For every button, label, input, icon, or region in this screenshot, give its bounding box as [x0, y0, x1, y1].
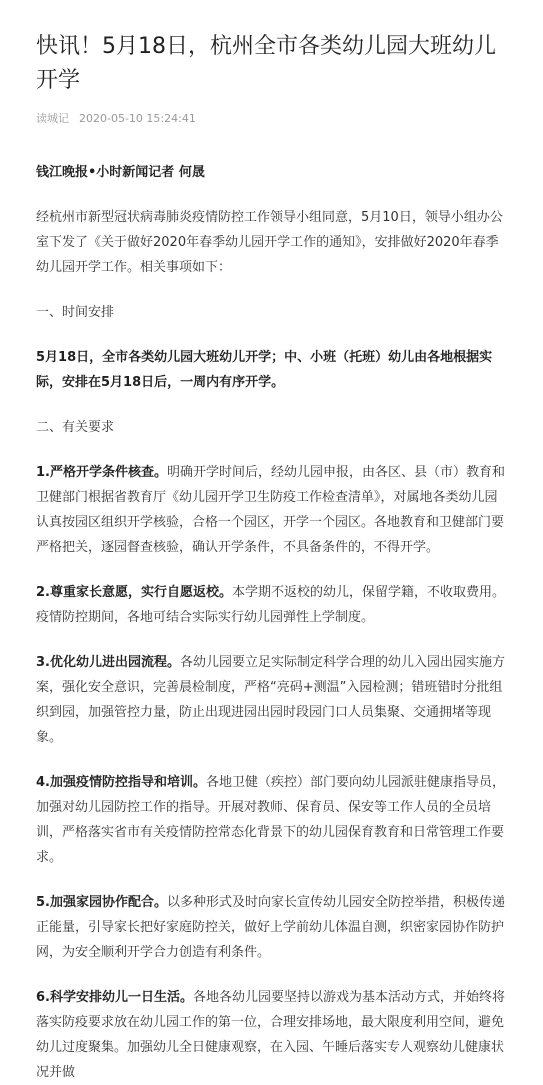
paragraph-lead: 5月18日，全市各类幼儿园大班幼儿开学；中、小班（托班）幼儿由各地根据实际，安排在5月18日后，一周内有序开学。: [36, 350, 493, 390]
article-title: 快讯！5月18日，杭州全市各类幼儿园大班幼儿开学: [36, 34, 496, 93]
paragraph-lead: 1.严格开学条件核查。: [36, 465, 167, 480]
section-heading-requirements: [36, 415, 507, 440]
paragraph-lead: 2.尊重家长意愿，实行自愿返校。: [36, 585, 232, 600]
paragraph-lead: 5.加强家园协作配合。: [36, 895, 167, 910]
article-meta: [36, 110, 507, 126]
paragraph-lead: 4.加强疫情防控指导和培训。: [36, 775, 206, 790]
paragraph-lead: 6.科学安排幼儿一日生活。: [36, 990, 193, 1005]
paragraph-item-3: [36, 650, 507, 750]
article-source[interactable]: 读城记: [36, 112, 69, 125]
paragraph-text: 各幼儿园要立足实际制定科学合理的幼儿入园出园实施方案，强化安全意识，完善晨检制度，严格“亮码+测温”入园检测；错班错时分批组织到园，加强管控力量，防止出现进园出园时段园门口人员集聚、交通拥堵等现象。: [36, 655, 505, 745]
paragraph-text: 各地卫健（疾控）部门要向幼儿园派驻健康指导员，加强对幼儿园防控工作的指导。开展对教师、保育员、保安等工作人员的全员培训，严格落实省市有关疫情防控常态化背景下的幼儿园保育教育和日常管理工作要求。: [36, 775, 505, 865]
article-byline: 钱江晚报•小时新闻记者 何晟: [36, 165, 205, 180]
paragraph-item-6: [36, 985, 507, 1085]
paragraph-item-4: [36, 770, 507, 870]
paragraph-item-5: [36, 890, 507, 965]
paragraph-schedule: [36, 345, 507, 395]
paragraph-text: 本学期不返校的幼儿，保留学籍，不收取费用。疫情防控期间，各地可结合实际实行幼儿园弹性上学制度。: [36, 585, 505, 625]
paragraph-text: 以多种形式及时向家长宣传幼儿园安全防控举措，积极传递正能量，引导家长把好家庭防控关，做好上学前幼儿体温自测，织密家园协作防护网，为安全顺利开学合力创造有利条件。: [36, 895, 505, 960]
paragraph-lead: 3.优化幼儿进出园流程。: [36, 655, 180, 670]
section-heading-schedule: [36, 300, 507, 325]
paragraph-item-1: [36, 460, 507, 560]
paragraph-text: 二、有关要求: [36, 420, 115, 435]
article-time: 2020-05-10 15:24:41: [79, 112, 196, 125]
paragraph-item-2: [36, 580, 507, 630]
paragraph-text: 经杭州市新型冠状病毒肺炎疫情防控工作领导小组同意，5月10日，领导小组办公室下发了《关于做好2020年春季幼儿园开学工作的通知》，安排做好2020年春季幼儿园开学工作。相关事项如下：: [36, 210, 503, 275]
paragraph-text: 明确开学时间后，经幼儿园申报，由各区、县（市）教育和卫健部门根据省教育厅《幼儿园开学卫生防疫工作检查清单》，对属地各类幼儿园认真按园区组织开学核验，合格一个园区，开学一个园区。各地教育和卫健部门要严格把关，逐园督查核验，确认开学条件，不具备条件的，不得开学。: [36, 465, 505, 555]
paragraph-text: 各地各幼儿园要坚持以游戏为基本活动方式，并始终将落实防疫要求放在幼儿园工作的第一位，合理安排场地，最大限度利用空间，避免幼儿过度聚集。加强幼儿全日健康观察，在入园、午睡后落实专人观察幼儿健康状况并做: [36, 990, 505, 1080]
paragraph-intro: [36, 205, 507, 280]
paragraph-text: 一、时间安排: [36, 305, 115, 320]
